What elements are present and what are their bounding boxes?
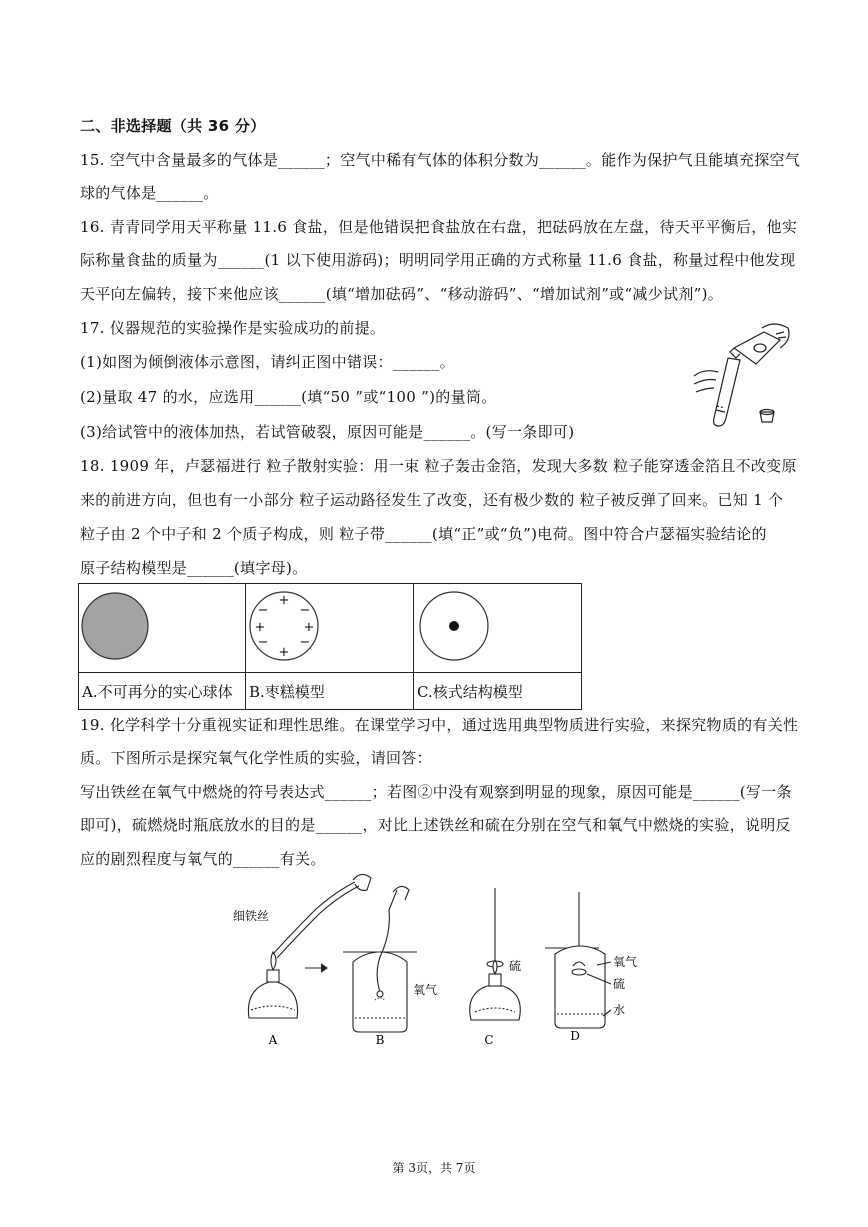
oxygen-experiments-figure xyxy=(225,870,645,1050)
charge-upper-right: − xyxy=(299,603,311,618)
model-c-label: C.核式结构模型 xyxy=(414,673,582,710)
q18-line-2: 来的前进方向，但也有一小部分 粒子运动路径发生了改变，还有极少数的 粒子被反弹了回来。已知 1 个 xyxy=(80,491,784,509)
q15-line-2: 球的气体是______。 xyxy=(80,184,219,202)
charge-top: + xyxy=(278,593,290,608)
charge-right: + xyxy=(303,620,315,635)
label-water-d: 水 xyxy=(613,1003,626,1017)
label-a: A xyxy=(268,1033,278,1047)
q19-line-4: 即可)，硫燃烧时瓶底放水的目的是______，对比上述铁丝和硫在分别在空气和氧气中燃烧的实验，说明反 xyxy=(80,816,791,834)
nuclear-model xyxy=(414,584,581,668)
model-a-label: A.不可再分的实心球体 xyxy=(79,673,246,710)
label-oxygen-d: 氧气 xyxy=(613,955,638,969)
label-iron-wire: 细铁丝 xyxy=(233,909,270,923)
q17-part-2: (2)量取 47 的水，应选用______(填“50 ”或“100 ”)的量筒。 xyxy=(80,388,497,406)
q18-line-3: 粒子由 2 个中子和 2 个质子构成，则 粒子带______(填“正”或“负”)电荷。图中符合卢瑟福实验结论的 xyxy=(80,525,767,543)
label-b: B xyxy=(375,1033,385,1047)
q19-line-1: 19. 化学科学十分重视实证和理性思维。在课堂学习中，通过选用典型物质进行实验，来探究物质的有关性 xyxy=(80,716,799,734)
charge-bottom: + xyxy=(278,645,290,660)
q17-part-1: (1)如图为倾倒液体示意图，请纠正图中错误：______。 xyxy=(80,353,455,371)
q19-line-2: 质。下图所示是探究氧气化学性质的实验，请回答： xyxy=(80,749,432,767)
charge-upper-left: − xyxy=(257,603,269,618)
model-b-cell xyxy=(246,584,414,673)
section-title: 二、非选择题（共 36 分） xyxy=(80,117,266,135)
charge-lower-left: − xyxy=(257,635,269,650)
q15-line-1: 15. 空气中含量最多的气体是______；空气中稀有气体的体积分数为______。能作为保护气且能填充探空气 xyxy=(80,151,801,169)
plum-pudding-model xyxy=(246,584,413,668)
label-oxygen-b: 氧气 xyxy=(413,983,438,997)
q19-line-3: 写出铁丝在氧气中燃烧的符号表达式______；若图②中没有观察到明显的现象，原因可能是______(写一条 xyxy=(80,783,792,801)
charge-left: + xyxy=(254,620,266,635)
q19-line-5: 应的剧烈程度与氧气的______有关。 xyxy=(80,850,326,868)
q16-line-3: 天平向左偏转，接下来他应该______(填“增加砝码”、“移动游码”、“增加试剂”或“减少试剂”)。 xyxy=(80,285,724,303)
label-d: D xyxy=(570,1029,580,1043)
q18-line-1: 18. 1909 年，卢瑟福进行 粒子散射实验：用一束 粒子轰击金箔，发现大多数 粒子能穿透金箔且不改变原 xyxy=(80,457,797,475)
q17-part-3: (3)给试管中的液体加热，若试管破裂，原因可能是______。(写一条即可) xyxy=(80,423,575,441)
model-c-cell xyxy=(414,584,582,673)
label-sulfur-d: 硫 xyxy=(613,977,626,991)
label-sulfur-c: 硫 xyxy=(509,959,522,973)
pouring-liquid-figure xyxy=(684,318,794,438)
page-footer: 第 3页，共 7页 xyxy=(392,1161,476,1175)
q16-line-1: 16. 青青同学用天平称量 11.6 食盐，但是他错误把食盐放在右盘，把砝码放在左盘，待天平平衡后，他实 xyxy=(80,218,798,236)
q16-line-2: 际称量食盐的质量为______(1 以下使用游码)；明明同学用正确的方式称量 11.6 食盐，称量过程中他发现 xyxy=(80,251,796,269)
atom-models-table xyxy=(78,583,582,710)
model-b-label: B.枣糕模型 xyxy=(246,673,414,710)
q18-line-4: 原子结构模型是______(填字母)。 xyxy=(80,559,308,577)
charge-lower-right: − xyxy=(299,635,311,650)
model-a-cell xyxy=(79,584,246,673)
label-c: C xyxy=(484,1033,494,1047)
q17-stem: 17. 仪器规范的实验操作是实验成功的前提。 xyxy=(80,319,386,337)
solid-sphere-model xyxy=(79,584,245,668)
